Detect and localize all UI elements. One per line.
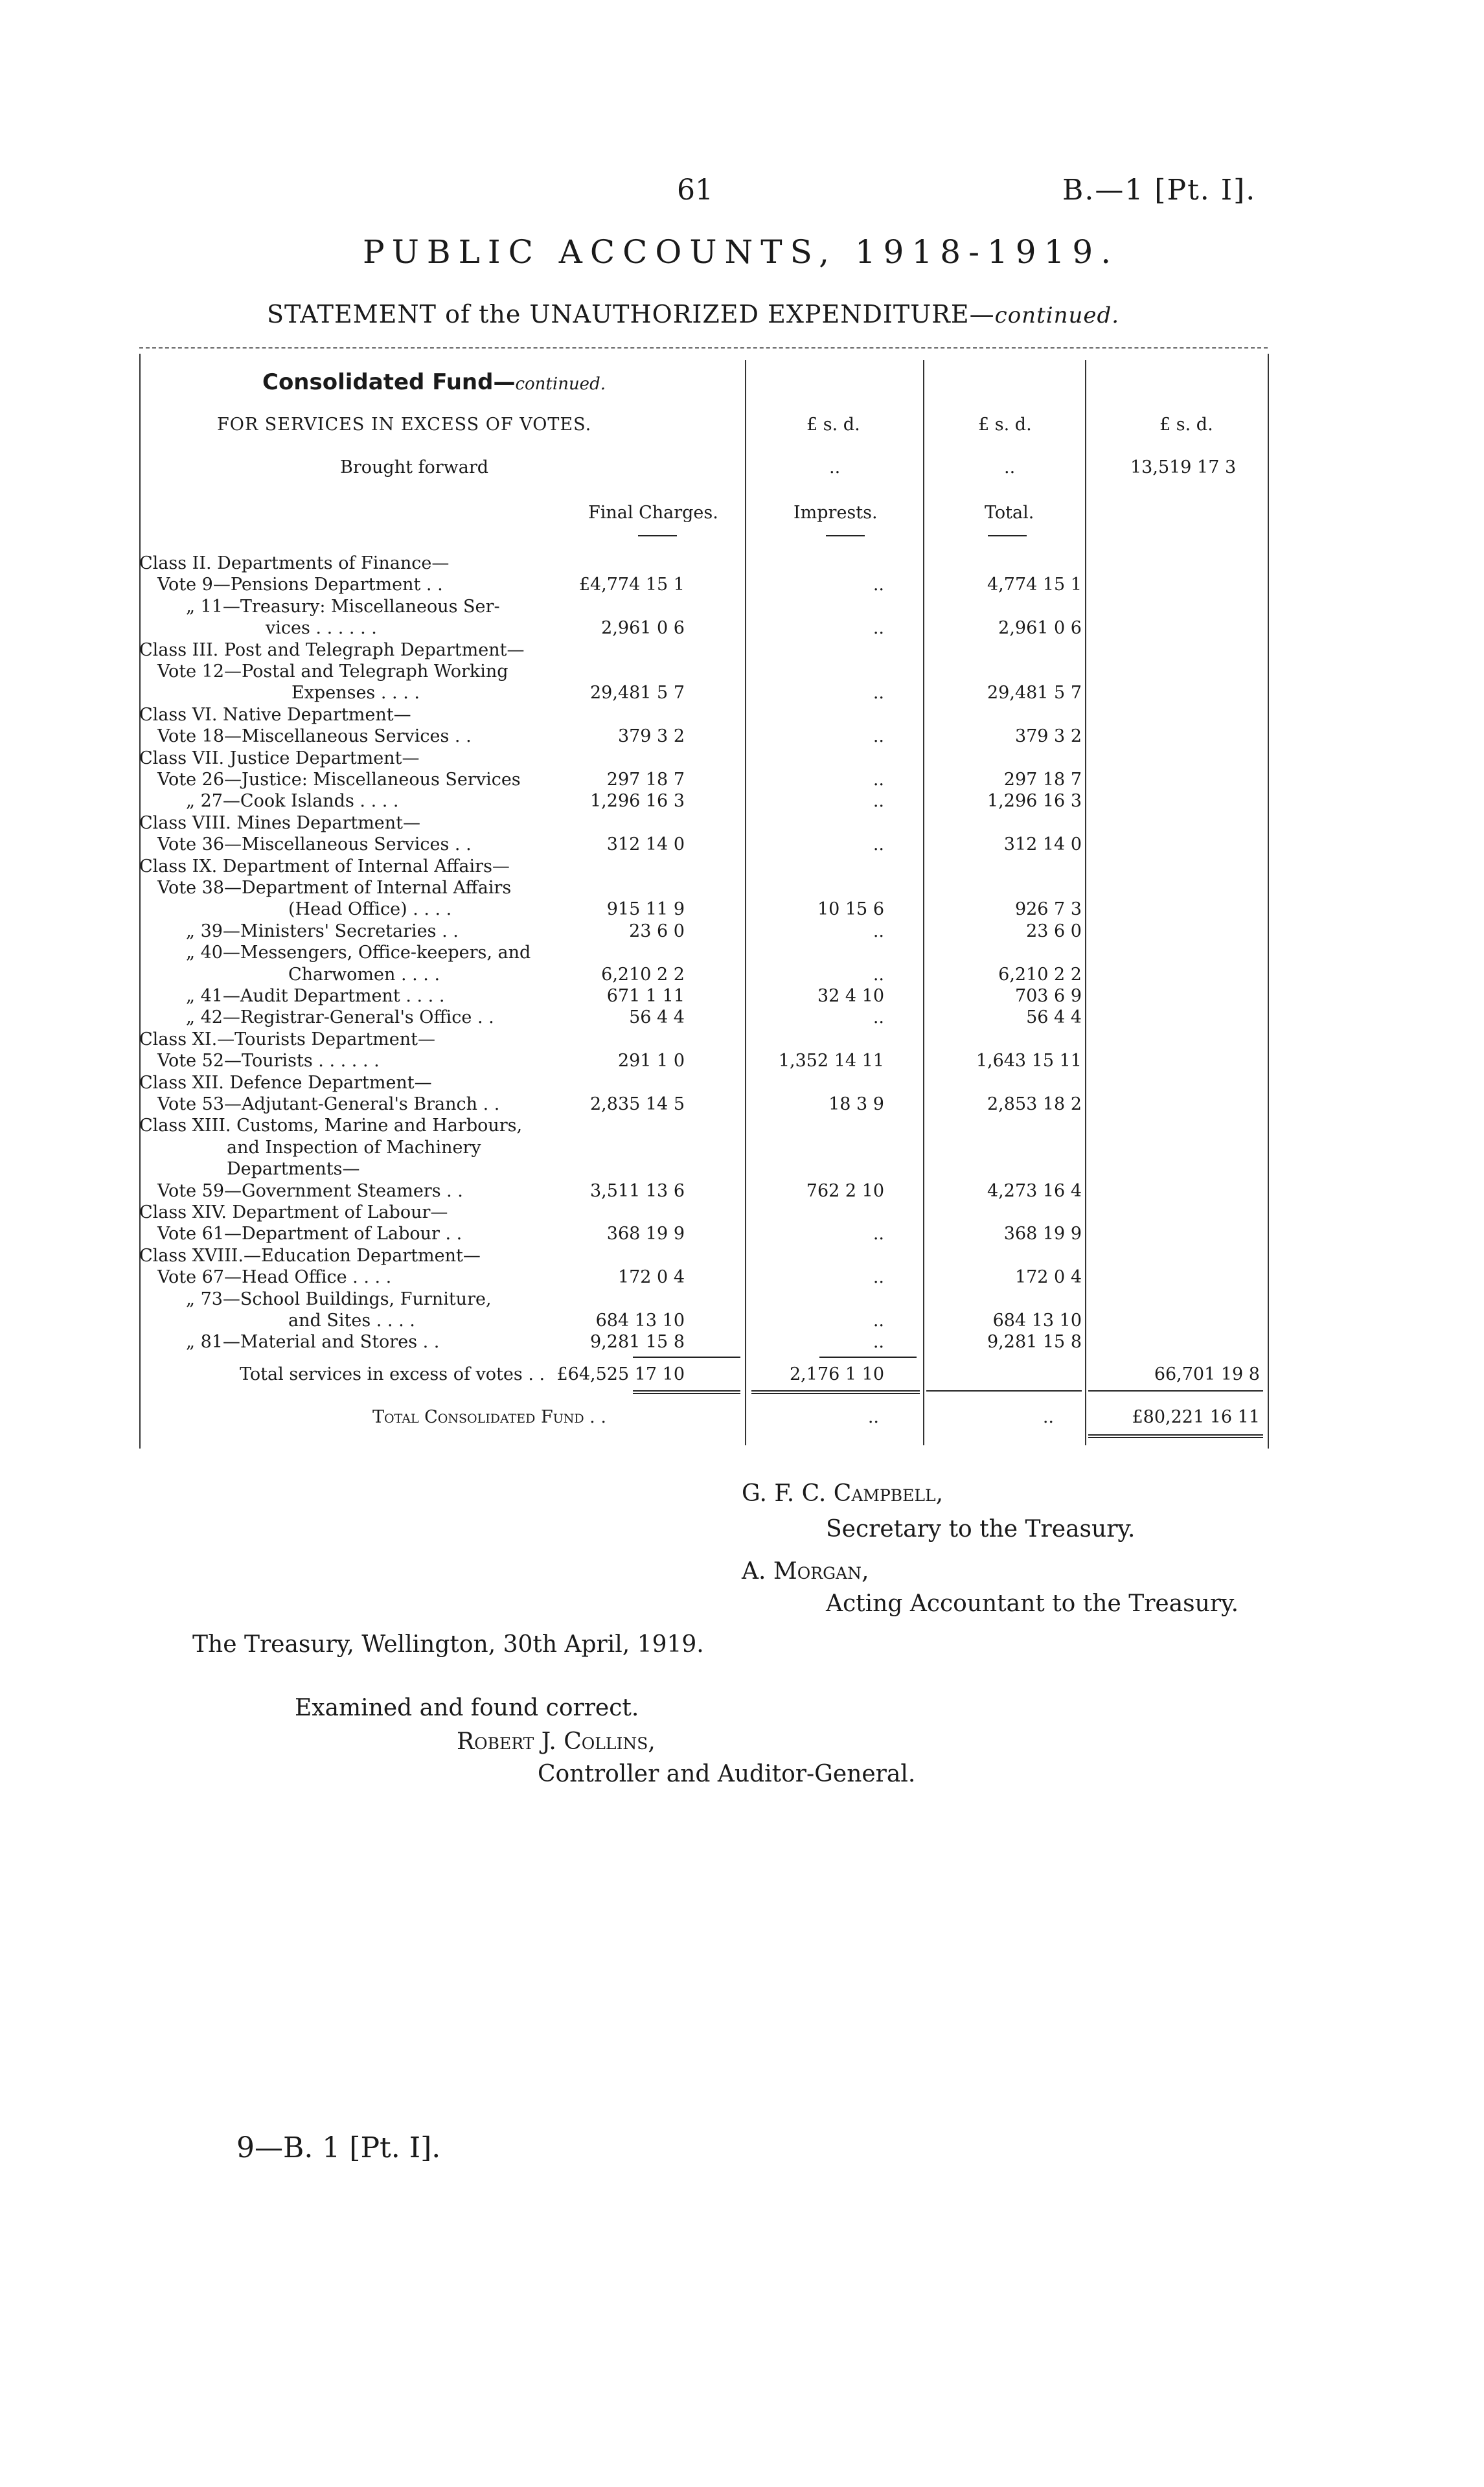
total-cell: 379 3 2: [1014, 726, 1082, 746]
fund-title-continued: continued.: [515, 374, 606, 394]
total-services-grand: 66,701 19 8: [1154, 1364, 1260, 1384]
table-row: [139, 1159, 1268, 1180]
total-fund-total: ..: [1042, 1407, 1054, 1427]
fund-title: [262, 369, 606, 395]
brought-forward-label: Brought forward: [340, 457, 489, 477]
row-label: Class III. Post and Telegraph Department—: [139, 640, 525, 660]
table-row: [139, 705, 1268, 726]
final-charges-cell: 29,481 5 7: [590, 683, 685, 703]
imprests-cell: ..: [873, 618, 884, 638]
row-label: „ 81—Material and Stores . .: [186, 1332, 440, 1352]
row-label: Expenses . . . .: [291, 683, 420, 703]
imprests-cell: ..: [873, 965, 884, 985]
row-label: „ 42—Registrar-General's Office . .: [186, 1007, 494, 1027]
total-double-rule: [751, 1390, 920, 1394]
imprests-cell: ..: [873, 575, 884, 595]
final-charges-cell: 2,961 0 6: [601, 618, 685, 638]
row-label: Class VIII. Mines Department—: [139, 813, 421, 833]
row-label: vices . . . . . .: [266, 618, 377, 638]
row-label: Vote 59—Government Steamers . .: [157, 1181, 463, 1201]
imprests-cell: ..: [873, 683, 884, 703]
table-row: [139, 791, 1268, 812]
row-label: Class IX. Department of Internal Affairs—: [139, 856, 510, 877]
row-label: Vote 26—Justice: Miscellaneous Services: [157, 770, 521, 790]
table-row: [139, 1246, 1268, 1267]
subtitle-continued: continued.: [994, 303, 1120, 328]
row-label: „ 40—Messengers, Office-keepers, and: [186, 943, 531, 963]
imprests-cell: 32 4 10: [817, 986, 884, 1006]
row-label: „ 73—School Buildings, Furniture,: [186, 1289, 492, 1309]
imprests-cell: 762 2 10: [806, 1181, 884, 1201]
table-row: [139, 575, 1268, 596]
table-row: [139, 1267, 1268, 1289]
table-row: [139, 683, 1268, 704]
total-double-rule: [633, 1390, 740, 1394]
total-fund-row: [139, 1407, 1268, 1428]
signatory-1-name: G. F. C. Campbell,: [742, 1480, 944, 1507]
grand-total-double-rule: [1088, 1434, 1263, 1438]
final-charges-cell: 297 18 7: [606, 770, 685, 790]
table-row: [139, 1289, 1268, 1311]
table-row: [139, 1311, 1268, 1332]
row-label: Class XI.—Tourists Department—: [139, 1029, 435, 1049]
row-label: Vote 53—Adjutant-General's Branch . .: [157, 1094, 500, 1114]
column-header-total: Total.: [985, 503, 1034, 523]
table-row: [139, 986, 1268, 1007]
total-fund-grand: £80,221 16 11: [1132, 1407, 1260, 1427]
imprests-cell: ..: [873, 726, 884, 746]
table-row: [139, 1202, 1268, 1224]
imprests-cell: ..: [873, 1007, 884, 1027]
row-label: Class II. Departments of Finance—: [139, 553, 450, 573]
table-row: [139, 1073, 1268, 1094]
row-label: Charwomen . . . .: [288, 965, 440, 985]
final-charges-cell: 671 1 11: [606, 986, 685, 1006]
table-row: [139, 1007, 1268, 1029]
currency-heading-total: £ s. d.: [978, 415, 1032, 435]
total-fund-label: Total Consolidated Fund . .: [372, 1407, 606, 1427]
total-cell: 1,643 15 11: [976, 1051, 1082, 1071]
section-heading: FOR SERVICES IN EXCESS OF VOTES.: [217, 415, 592, 435]
table-row: [139, 1051, 1268, 1072]
brought-forward-imprests: ..: [829, 457, 841, 477]
currency-heading-grand: £ s. d.: [1159, 415, 1213, 435]
table-row: [139, 726, 1268, 748]
total-cell: 312 14 0: [1003, 834, 1082, 854]
expenditure-table: [139, 347, 1268, 1449]
row-label: Vote 38—Department of Internal Affairs: [157, 878, 512, 898]
page-reference: B.—1 [Pt. I].: [1062, 174, 1257, 207]
total-cell: 23 6 0: [1026, 921, 1082, 941]
table-row: [139, 1138, 1268, 1159]
row-label: Departments—: [227, 1159, 360, 1179]
table-row: [139, 1094, 1268, 1116]
table-row: [139, 1116, 1268, 1137]
final-charges-cell: 6,210 2 2: [601, 965, 685, 985]
total-fund-imprests: ..: [867, 1407, 879, 1427]
final-charges-cell: 379 3 2: [617, 726, 685, 746]
final-charges-cell: 368 19 9: [606, 1224, 685, 1244]
total-services-row: [139, 1364, 1268, 1386]
table-row: [139, 965, 1268, 986]
total-cell: 4,774 15 1: [987, 575, 1082, 595]
row-label: Class XIII. Customs, Marine and Harbours,: [139, 1116, 523, 1136]
row-label: (Head Office) . . . .: [288, 899, 452, 919]
final-charges-cell: 23 6 0: [629, 921, 685, 941]
table-row: [139, 661, 1268, 683]
brought-forward-total: ..: [1004, 457, 1016, 477]
fund-title-text: Consolidated Fund—: [262, 369, 516, 395]
total-cell: 297 18 7: [1003, 770, 1082, 790]
row-label: Class XII. Defence Department—: [139, 1073, 432, 1093]
total-cell: 29,481 5 7: [987, 683, 1082, 703]
imprests-cell: ..: [873, 1267, 884, 1287]
row-label: Vote 9—Pensions Department . .: [157, 575, 443, 595]
row-label: „ 39—Ministers' Secretaries . .: [186, 921, 459, 941]
final-charges-cell: 291 1 0: [617, 1051, 685, 1071]
total-services-final: £64,525 17 10: [556, 1364, 685, 1384]
imprests-cell: 1,352 14 11: [778, 1051, 884, 1071]
total-rule: [1088, 1390, 1263, 1392]
row-label: Vote 12—Postal and Telegraph Working: [157, 661, 508, 682]
final-charges-cell: 915 11 9: [606, 899, 685, 919]
total-services-label: Total services in excess of votes . .: [240, 1364, 545, 1384]
table-row: [139, 856, 1268, 878]
document-title: PUBLIC ACCOUNTS, 1918-1919.: [363, 233, 1119, 271]
table-row: [139, 748, 1268, 770]
table-row: [139, 1224, 1268, 1245]
total-cell: 368 19 9: [1003, 1224, 1082, 1244]
subtotal-rule: [633, 1357, 740, 1358]
table-row: [139, 834, 1268, 856]
examined-note: Examined and found correct.: [295, 1695, 639, 1721]
total-cell: 703 6 9: [1014, 986, 1082, 1006]
table-row: [139, 1181, 1268, 1202]
total-cell: 172 0 4: [1014, 1267, 1082, 1287]
row-label: „ 41—Audit Department . . . .: [186, 986, 445, 1006]
table-row: [139, 640, 1268, 661]
final-charges-cell: 312 14 0: [606, 834, 685, 854]
total-cell: 9,281 15 8: [987, 1332, 1082, 1352]
total-cell: 2,961 0 6: [998, 618, 1082, 638]
column-header-final-charges: Final Charges.: [588, 503, 718, 523]
table-row: [139, 597, 1268, 618]
table-row: [139, 1332, 1268, 1353]
header-underline: [638, 535, 677, 536]
row-label: and Inspection of Machinery: [227, 1138, 481, 1158]
auditor-title: Controller and Auditor-General.: [538, 1761, 916, 1787]
final-charges-cell: 9,281 15 8: [590, 1332, 685, 1352]
total-cell: 4,273 16 4: [987, 1181, 1082, 1201]
final-charges-cell: 2,835 14 5: [590, 1094, 685, 1114]
imprests-cell: ..: [873, 791, 884, 811]
row-label: Class VI. Native Department—: [139, 705, 411, 725]
total-cell: 56 4 4: [1026, 1007, 1082, 1027]
table-right-rule: [1268, 354, 1269, 1449]
row-label: Vote 52—Tourists . . . . . .: [157, 1051, 380, 1071]
row-label: Vote 18—Miscellaneous Services . .: [157, 726, 472, 746]
imprests-cell: ..: [873, 921, 884, 941]
total-cell: 6,210 2 2: [998, 965, 1082, 985]
total-rule: [926, 1390, 1082, 1392]
table-top-rule: [139, 347, 1268, 349]
total-cell: 1,296 16 3: [987, 791, 1082, 811]
table-row: [139, 878, 1268, 899]
table-row: [139, 618, 1268, 639]
header-underline: [988, 535, 1027, 536]
page-number: 61: [677, 174, 713, 207]
row-label: Vote 36—Miscellaneous Services . .: [157, 834, 472, 854]
final-charges-cell: 684 13 10: [595, 1311, 685, 1331]
table-row: [139, 813, 1268, 834]
row-label: „ 11—Treasury: Miscellaneous Ser-: [186, 597, 500, 617]
row-label: Vote 67—Head Office . . . .: [157, 1267, 392, 1287]
imprests-cell: ..: [873, 1224, 884, 1244]
auditor-name: Robert J. Collins,: [457, 1728, 656, 1755]
final-charges-cell: 172 0 4: [617, 1267, 685, 1287]
imprests-cell: 18 3 9: [828, 1094, 884, 1114]
row-label: „ 27—Cook Islands . . . .: [186, 791, 399, 811]
signatory-2-name: A. Morgan,: [742, 1558, 869, 1585]
total-cell: 926 7 3: [1014, 899, 1082, 919]
currency-heading-imprests: £ s. d.: [806, 415, 860, 435]
row-label: Class XVIII.—Education Department—: [139, 1246, 481, 1266]
imprests-cell: ..: [873, 834, 884, 854]
row-label: Class XIV. Department of Labour—: [139, 1202, 448, 1222]
row-label: Class VII. Justice Department—: [139, 748, 420, 768]
statement-subtitle: [267, 300, 1119, 328]
imprests-cell: ..: [873, 770, 884, 790]
imprests-cell: 10 15 6: [817, 899, 884, 919]
row-label: and Sites . . . .: [288, 1311, 415, 1331]
total-cell: 684 13 10: [992, 1311, 1082, 1331]
signatory-2-title: Acting Accountant to the Treasury.: [826, 1590, 1239, 1617]
imprests-cell: ..: [873, 1311, 884, 1331]
signatory-1-title: Secretary to the Treasury.: [826, 1516, 1136, 1542]
table-row: [139, 770, 1268, 791]
table-row: [139, 921, 1268, 943]
brought-forward-grand: 13,519 17 3: [1130, 457, 1237, 477]
table-row: [139, 553, 1268, 575]
subtitle-text: STATEMENT of the UNAUTHORIZED EXPENDITURE—: [267, 300, 995, 328]
table-row: [139, 1029, 1268, 1051]
final-charges-cell: 3,511 13 6: [590, 1181, 685, 1201]
subtotal-rule: [819, 1357, 917, 1358]
header-underline: [826, 535, 865, 536]
final-charges-cell: 1,296 16 3: [590, 791, 685, 811]
final-charges-cell: £4,774 15 1: [578, 575, 685, 595]
total-cell: 2,853 18 2: [987, 1094, 1082, 1114]
imprests-cell: ..: [873, 1332, 884, 1352]
total-services-imprests: 2,176 1 10: [790, 1364, 884, 1384]
row-label: Vote 61—Department of Labour . .: [157, 1224, 462, 1244]
printer-signature-mark: 9—B. 1 [Pt. I].: [236, 2131, 441, 2164]
column-header-imprests: Imprests.: [793, 503, 878, 523]
table-row: [139, 943, 1268, 964]
final-charges-cell: 56 4 4: [629, 1007, 685, 1027]
table-row: [139, 899, 1268, 921]
place-and-date: The Treasury, Wellington, 30th April, 1919.: [192, 1631, 704, 1658]
